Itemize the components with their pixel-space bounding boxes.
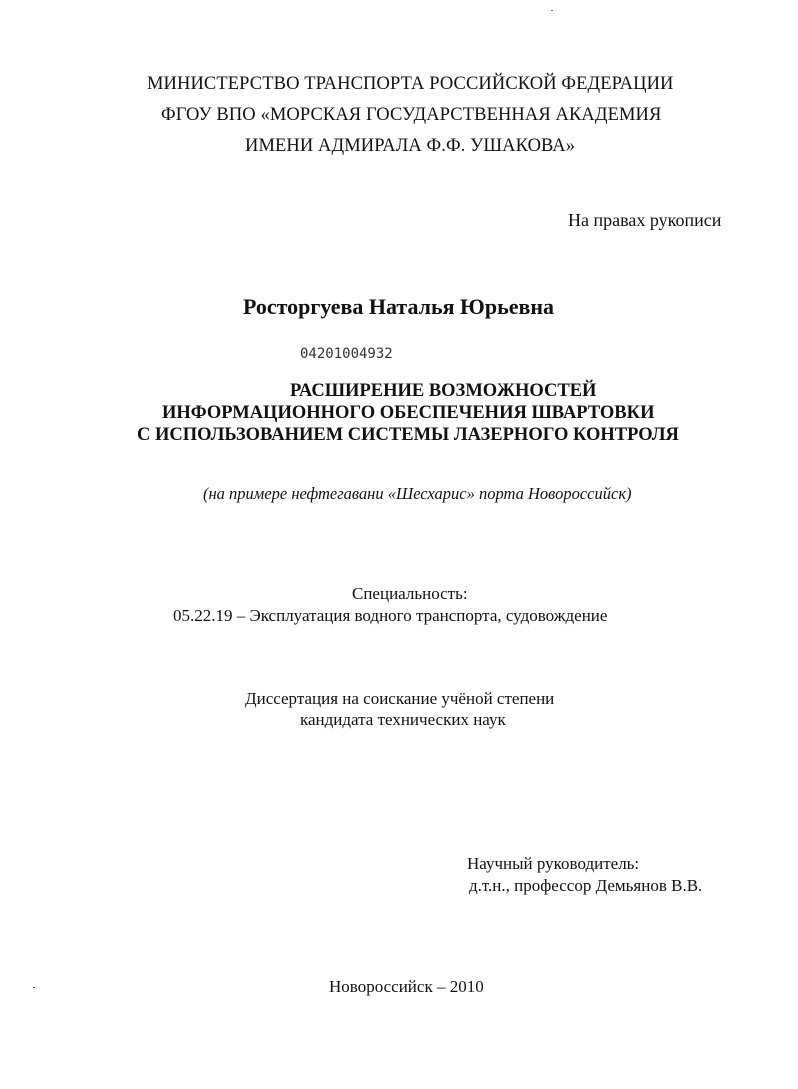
- scan-speck: [551, 10, 553, 11]
- scan-speck: [33, 987, 35, 988]
- specialty-value: 05.22.19 – Эксплуатация водного транспорта, судовождение: [173, 606, 608, 625]
- specialty-label: Специальность:: [352, 584, 468, 603]
- title-line-3: С ИСПОЛЬЗОВАНИЕМ СИСТЕМЫ ЛАЗЕРНОГО КОНТРОЛЯ: [137, 425, 679, 445]
- supervisor-label: Научный руководитель:: [467, 854, 640, 873]
- city-year: Новороссийск – 2010: [329, 977, 484, 996]
- author-name: Росторгуева Наталья Юрьевна: [243, 294, 555, 319]
- catalog-number: 04201004932: [300, 346, 393, 362]
- degree-line-2: кандидата технических наук: [300, 710, 506, 729]
- supervisor-name: д.т.н., профессор Демьянов В.В.: [469, 876, 703, 895]
- header-line-3: ИМЕНИ АДМИРАЛА Ф.Ф. УШАКОВА»: [245, 136, 576, 156]
- header-line-2: ФГОУ ВПО «МОРСКАЯ ГОСУДАРСТВЕННАЯ АКАДЕМИЯ: [161, 105, 662, 125]
- title-line-2: ИНФОРМАЦИОННОГО ОБЕСПЕЧЕНИЯ ШВАРТОВКИ: [162, 403, 655, 423]
- degree-line-1: Диссертация на соискание учёной степени: [245, 689, 555, 708]
- manuscript-note: На правах рукописи: [568, 210, 722, 230]
- header-line-1: МИНИСТЕРСТВО ТРАНСПОРТА РОССИЙСКОЙ ФЕДЕРАЦИИ: [147, 74, 674, 94]
- title-line-1: РАСШИРЕНИЕ ВОЗМОЖНОСТЕЙ: [290, 381, 597, 401]
- subtitle: (на примере нефтегавани «Шесхарис» порта Новороссийск): [203, 484, 632, 503]
